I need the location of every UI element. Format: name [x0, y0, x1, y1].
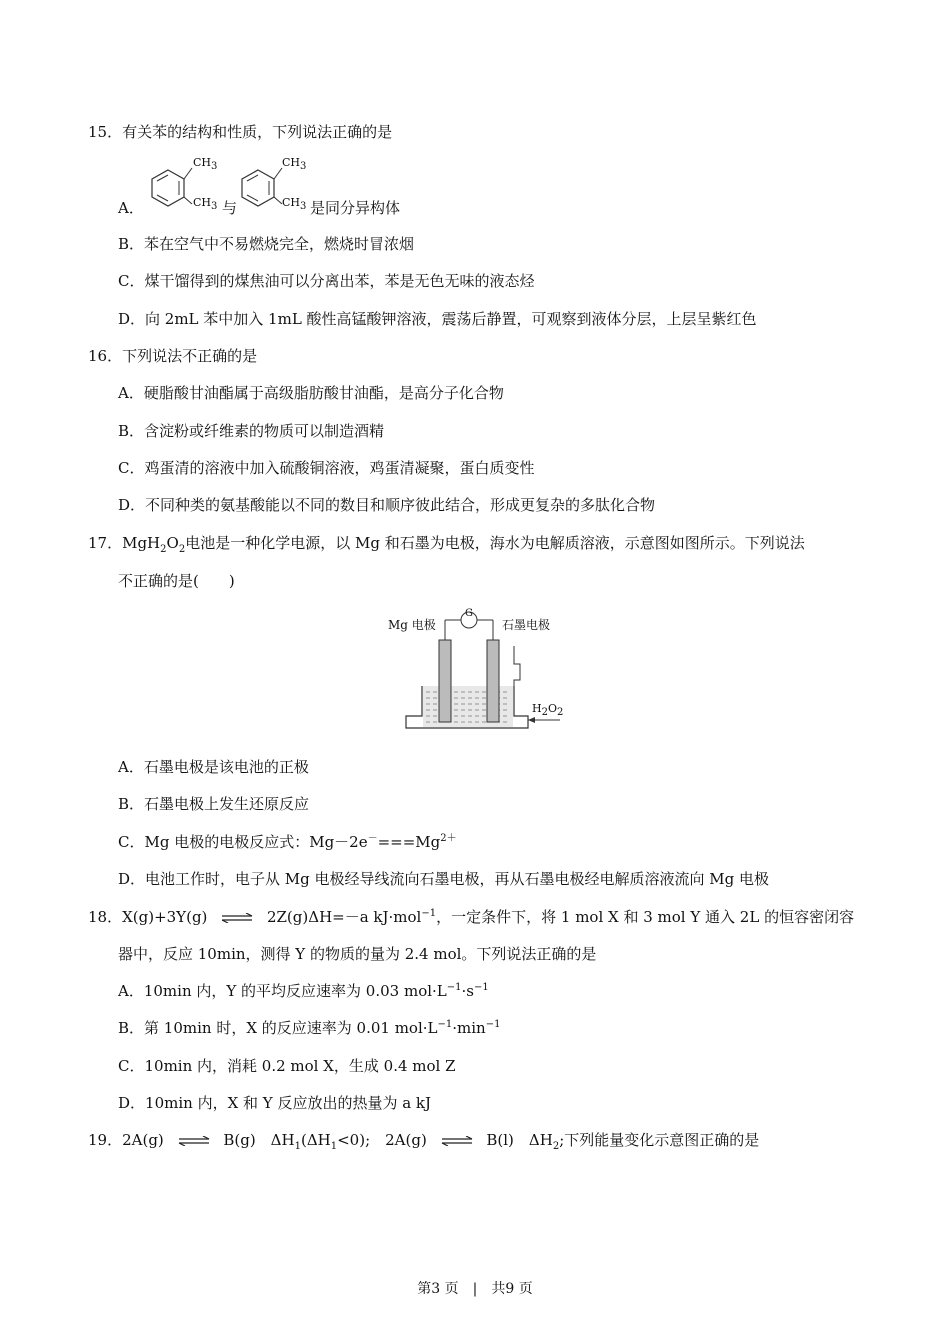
q16-stem: 16．下列说法不正确的是: [88, 347, 258, 365]
o-xylene-ch3-bottom: $CH_3$: [193, 196, 218, 213]
q19-stem: 19．2A(g) B(g) $\Delta H_1(\Delta H_1<0)$; 2A(g) B(l) $\Delta H_2$;下列能量变化示意图正确的是: [88, 1131, 760, 1152]
battery-diagram: [388, 606, 568, 738]
q18-option-b: B．第 10min 时，X 的反应速率为 0.01 $mol\cdot L^{-1}\cdot\min^{-1}$: [118, 1019, 501, 1037]
q15-opta-prefix: A．: [118, 199, 144, 217]
q17-option-a: A．石墨电极是该电池的正极: [118, 758, 309, 776]
q18-option-a: A．10min 内，Y 的平均反应速率为 0.03 $mol\cdot L^{-1}\cdot s^{-1}$: [118, 982, 489, 1000]
page-footer: 第3 页 | 共9 页: [417, 1281, 533, 1297]
equilibrium-arrow-2: [440, 1136, 474, 1146]
q16-option-c: C．鸡蛋清的溶液中加入硫酸铜溶液，鸡蛋清凝聚，蛋白质变性: [118, 459, 535, 477]
mg-electrode-label: Mg 电极: [388, 618, 436, 632]
q15-option-c: C．煤干馏得到的煤焦油可以分离出苯，苯是无色无味的液态烃: [118, 272, 535, 290]
q18-stem: 18．X(g)+3Y(g) 2Z(g)ΔH=－a kJ·mol$^{-1}$，一定条件下，将 1 mol X 和 3 mol Y 通入 2L 的恒容密闭容: [88, 908, 855, 926]
q18-stem-line2: 器中，反应 10min，测得 Y 的物质的量为 2.4 mol。下列说法正确的是: [118, 945, 597, 963]
q17-stem-line2: 不正确的是( ): [118, 572, 235, 590]
q18-option-c: C．10min 内，消耗 0.2 mol X，生成 0.4 mol Z: [118, 1057, 456, 1075]
q16-option-a: A．硬脂酸甘油酯属于高级脂肪酸甘油酯，是高分子化合物: [118, 384, 504, 402]
galvanometer-label: G: [465, 608, 473, 619]
o-xylene-2-ch3-top: $CH_3$: [282, 156, 307, 173]
q17-stem: 17．$MgH_2O_2$电池是一种化学电源，以 Mg 和石墨为电极，海水为电解质溶液，示意图如图所示。下列说法: [88, 534, 805, 555]
o-xylene-2-ch3-bottom: $CH_3$: [282, 196, 307, 213]
q16-option-d: D．不同种类的氨基酸能以不同的数目和顺序彼此结合，形成更复杂的多肽化合物: [118, 496, 656, 514]
equilibrium-arrow: [220, 913, 254, 923]
q15-stem: 15．有关苯的结构和性质，下列说法正确的是: [88, 123, 393, 141]
q15-option-b: B．苯在空气中不易燃烧完全，燃烧时冒浓烟: [118, 235, 415, 253]
q15-opta-suffix: 是同分异构体: [310, 199, 401, 217]
equilibrium-arrow-1: [177, 1136, 211, 1146]
h2o2-label: $H_2O_2$: [532, 702, 564, 719]
q17-option-b: B．石墨电极上发生还原反应: [118, 795, 310, 813]
q15-option-d: D．向 2mL 苯中加入 1mL 酸性高锰酸钾溶液，震荡后静置，可观察到液体分层，上层呈紫红色: [118, 310, 757, 328]
graphite-electrode-label: 石墨电极: [502, 618, 551, 632]
q17-option-d: D．电池工作时，电子从 Mg 电极经导线流向石墨电极，再从石墨电极经电解质溶液流向 Mg 电极: [118, 870, 770, 888]
q18-option-d: D．10min 内，X 和 Y 反应放出的热量为 a kJ: [118, 1094, 432, 1112]
q16-option-b: B．含淀粉或纤维素的物质可以制造酒精: [118, 422, 385, 440]
q17-option-c: C．Mg 电极的电极反应式：$Mg-2e^-===Mg^{2+}$: [118, 833, 457, 851]
q15-opta-mid: 与: [222, 199, 238, 217]
o-xylene-ch3-top: $CH_3$: [193, 156, 218, 173]
